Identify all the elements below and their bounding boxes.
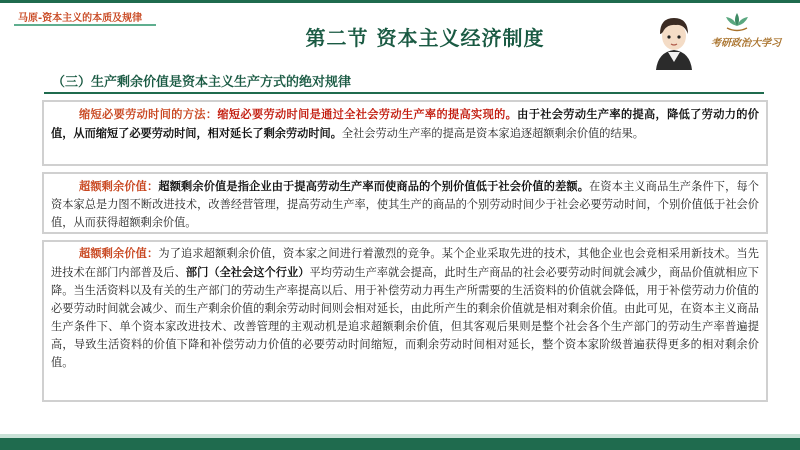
panel-label: 缩短必要劳动时间的方法：	[79, 108, 218, 121]
top-accent-line	[0, 0, 800, 3]
emphasis-text-bold: 由于社会劳动生产率的提高，降低了劳动力的价值，从而缩短了必要劳动时间，相对延长了剩余劳动时间。	[51, 107, 759, 140]
content-panel-excess-surplus-value-competition	[42, 240, 768, 402]
body-text: 在资本主义商品生产条件下，每个资本家总是力图不断改进技术，改善经营管理，提高劳动生产率，使其生产的商品的个别劳动时间少于社会必要劳动时间，个别价值低于社会价值，从而获得超额剩余价值。	[51, 180, 759, 229]
page-title: 第二节 资本主义经济制度	[305, 26, 545, 50]
emphasis-text-bold: 部门（全社会这个行业）	[185, 265, 310, 279]
content-panel-shorten-necessary-labor	[42, 100, 768, 166]
body-text: 为了追求超额剩余价值，资本家之间进行着激烈的竞争。某个企业采取先进的技术，其他企业也会竞相采用新技术。当先进技术在部门内部普及后、	[51, 247, 759, 279]
content-panel-excess-surplus-value-definition	[42, 172, 768, 234]
panel-label: 超额剩余价值：	[79, 180, 159, 193]
logo-text: 考研政治大学习	[711, 38, 781, 49]
avatar	[650, 12, 698, 70]
body-text: 全社会劳动生产率的提高是资本家追逐超额剩余价值的结果。	[341, 127, 644, 140]
section-subheading: （三）生产剩余价值是资本主义生产方式的绝对规律	[52, 75, 352, 90]
subheading-underline	[44, 92, 764, 94]
body-text: 平均劳动生产率就会提高，此时生产商品的社会必要劳动时间就会减少，商品价值就相应下降。当生活资料以及有关的生产部门的劳动生产率提高以后、用于补偿劳动力再生产所需要的生活资料的价值就会降低，用于补偿劳动力价值的必要劳动时间就会减少、而生产剩余价值的剩余劳动时间则会相对延长，由此所产生的剩余价值就是相对剩余价值。由此可见，在资本主义商品生产条件下、单个资本家改进技术、改善管理的主观动机是追求超额剩余价值，但其客观后果则是整个社会各个生产部门的劳动生产率普遍提高，导致生活资料的价值下降和补偿劳动力价值的必要劳动时间缩短，而剩余劳动时间相对延长，整个资本家阶级普遍获得更多的相对剩余价值。	[51, 266, 759, 369]
lotus-logo-icon	[722, 10, 752, 34]
breadcrumb-underline	[14, 24, 156, 26]
emphasis-text-bold: 超额剩余价值是指企业由于提高劳动生产率而使商品的个别价值低于社会价值的差额。	[158, 179, 590, 193]
emphasis-text-red: 缩短必要劳动时间是通过全社会劳动生产率的提高实现的。	[217, 107, 518, 121]
footer-bar	[0, 438, 800, 450]
breadcrumb: 马原-资本主义的本质及规律	[18, 13, 143, 24]
panel-label: 超额剩余价值：	[79, 247, 159, 260]
